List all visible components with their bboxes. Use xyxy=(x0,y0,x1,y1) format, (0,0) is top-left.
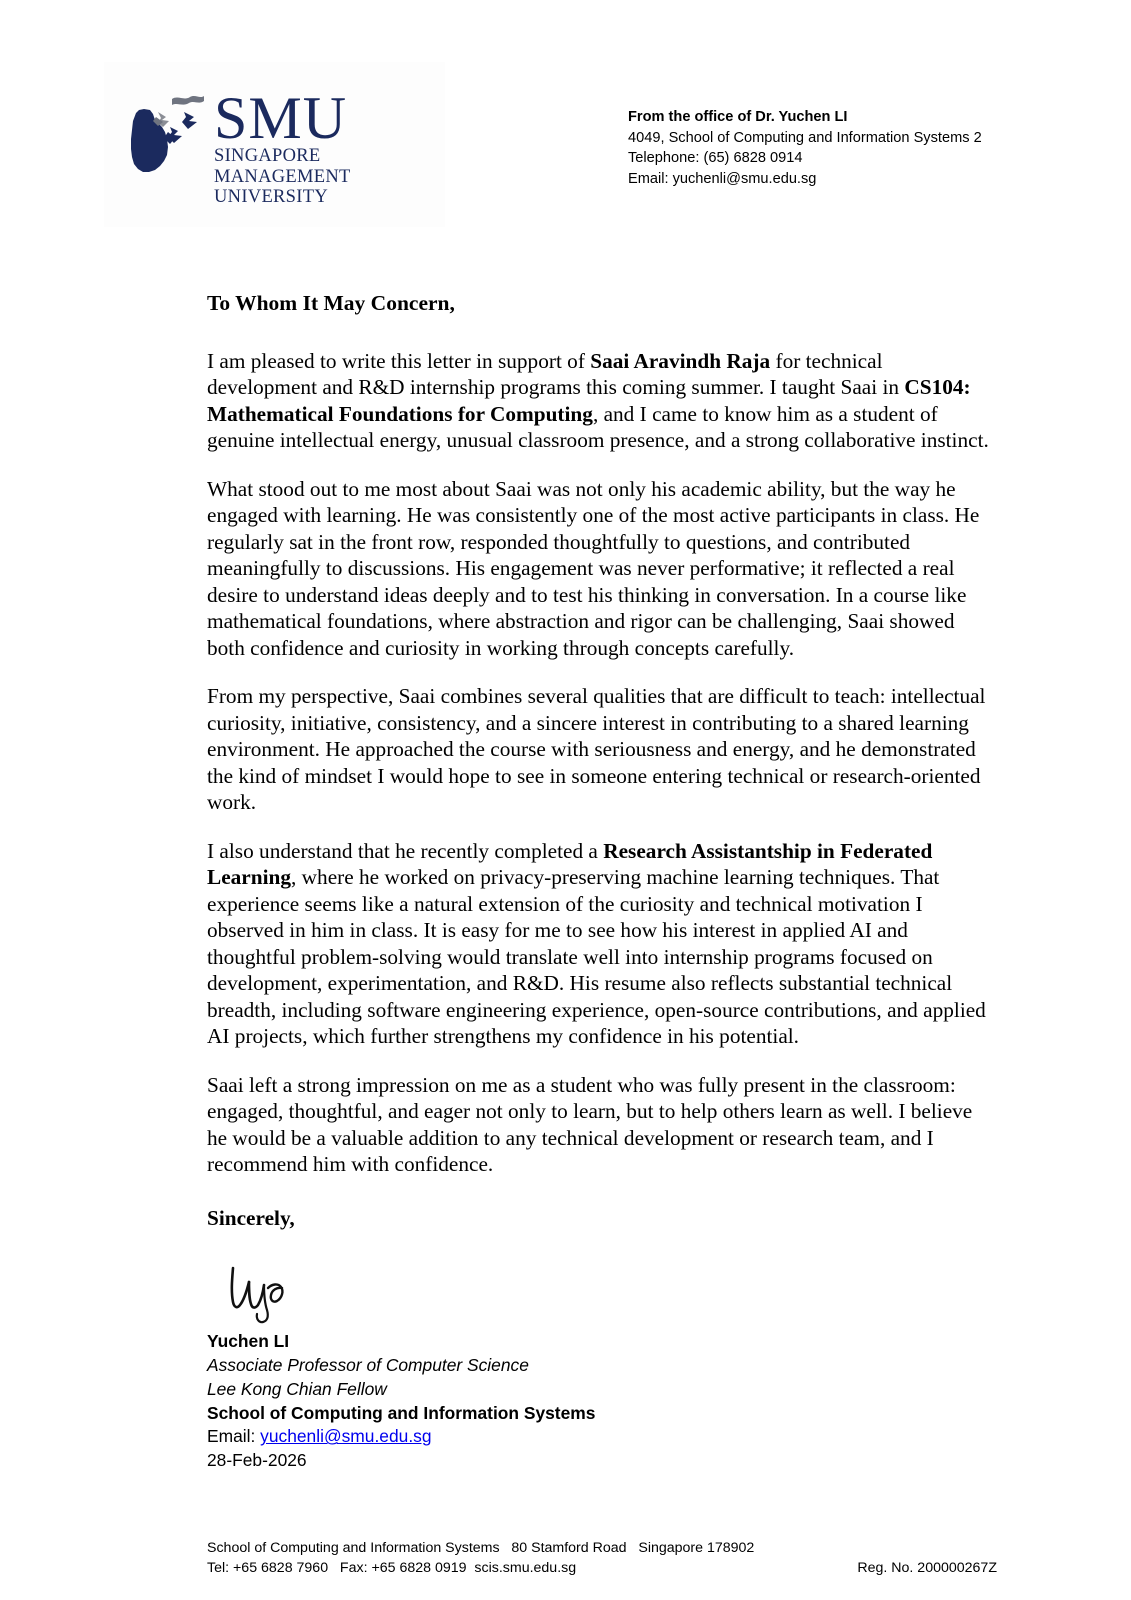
office-from-line: From the office of Dr. Yuchen LI xyxy=(628,109,848,125)
footer-registration-number: Reg. No. 200000267Z xyxy=(857,1560,997,1577)
course-name-emphasis: CS104: Mathematical Foundations for Computing xyxy=(207,375,971,426)
paragraph-1 xyxy=(207,348,997,454)
student-name-emphasis: Saai Aravindh Raja xyxy=(590,348,771,373)
paragraph-1-seg1: I am pleased to write this letter in support of xyxy=(207,348,591,373)
smu-logo xyxy=(104,62,445,227)
signer-email-label: Email: xyxy=(207,1426,261,1447)
salutation: To Whom It May Concern, xyxy=(207,291,455,315)
signer-email-link[interactable]: yuchenli@smu.edu.sg xyxy=(260,1426,432,1447)
signer-school: School of Computing and Information Systems xyxy=(207,1402,596,1423)
smu-wordmark-text: SMU xyxy=(214,84,348,151)
footer-contact-row xyxy=(207,1558,997,1578)
paragraph-4-seg1: I also understand that he recently completed a xyxy=(207,838,604,863)
paragraph-4-seg2: , where he worked on privacy-preserving machine learning techniques. That experience seems like a natural extension of the curiosity and technical motivation I observed in him in class. It is easy for me to see how his interest in applied AI and thoughtful problem-solving would translate well into internship programs focused on development, experimentation, and R&D. His resume also reflects substantial technical breadth, including software engineering experience, open-source contributions, and applied AI projects, which further strengthens my confidence in his potential. xyxy=(207,865,986,1049)
paragraph-3: From my perspective, Saai combines several qualities that are difficult to teach: intellectual curiosity, initiative, consistency, and a sincere interest in contributing to a shared learning environment. He approached the course with seriousness and energy, and he demonstrated the kind of mindset I would hope to see in someone entering technical or research-oriented work. xyxy=(207,684,986,815)
paragraph-1-seg3: , and I came to know him as a student of genuine intellectual energy, unusual classroom presence, and a strong collaborative instinct. xyxy=(207,401,989,453)
letter-body xyxy=(207,290,997,1233)
signer-name: Yuchen LI xyxy=(207,1331,290,1351)
closing-salutation: Sincerely, xyxy=(207,1205,295,1230)
assistantship-emphasis: Research Assistantship in Federated Learning xyxy=(207,838,933,890)
paragraph-5: Saai left a strong impression on me as a student who was fully present in the classroom: engaged, thoughtful, and eager not only to learn, but to help others learn as well. I believe he would be a valuable addition to any technical development or research team, and I recommend him with confidence. xyxy=(207,1072,973,1177)
signer-email-line xyxy=(207,1425,907,1449)
paragraph-2: What stood out to me most about Saai was not only his academic ability, but the way he engaged with learning. He was consistently one of the most active participants in class. He regularly sat in the front row, responded thoughtfully to questions, and contributed meaningfully to discussions. His engagement was never performative; it reflected a real desire to understand ideas deeply and to test his thinking in conversation. In a course like mathematical foundations, where abstraction and rigor can be challenging, Saai showed both confidence and curiosity in working through concepts carefully. xyxy=(207,476,980,660)
footer-tel-fax-web: Tel: +65 6828 7960 Fax: +65 6828 0919 scis.smu.edu.sg xyxy=(207,1560,577,1577)
letter-date: 28-Feb-2026 xyxy=(207,1450,307,1471)
letterhead xyxy=(0,0,1131,240)
office-contact-block xyxy=(628,107,982,190)
handwritten-signature-icon xyxy=(224,1262,344,1324)
signer-fellowship: Lee Kong Chian Fellow xyxy=(207,1378,387,1399)
smu-tagline xyxy=(214,146,445,208)
office-telephone-line: Telephone: (65) 6828 0914 xyxy=(628,150,803,167)
smu-tagline-line1: SINGAPORE MANAGEMENT xyxy=(214,146,351,187)
signature-area xyxy=(207,1262,907,1473)
signature-details xyxy=(207,1330,907,1473)
paragraph-1-seg2: for technical development and R&D internship programs this coming summer. I taught Saai in xyxy=(207,348,905,400)
smu-crest-icon xyxy=(122,87,208,191)
footer-address-line: School of Computing and Information Systems 80 Stamford Road Singapore 178902 xyxy=(207,1540,755,1556)
office-address-line: 4049, School of Computing and Information Systems 2 xyxy=(628,129,982,146)
page-footer xyxy=(207,1538,997,1578)
office-email-line: Email: yuchenli@smu.edu.sg xyxy=(628,171,817,188)
smu-tagline-line2: UNIVERSITY xyxy=(214,187,328,208)
paragraph-4 xyxy=(207,838,997,1050)
smu-wordmark xyxy=(214,84,445,208)
signer-title: Associate Professor of Computer Science xyxy=(207,1354,529,1375)
